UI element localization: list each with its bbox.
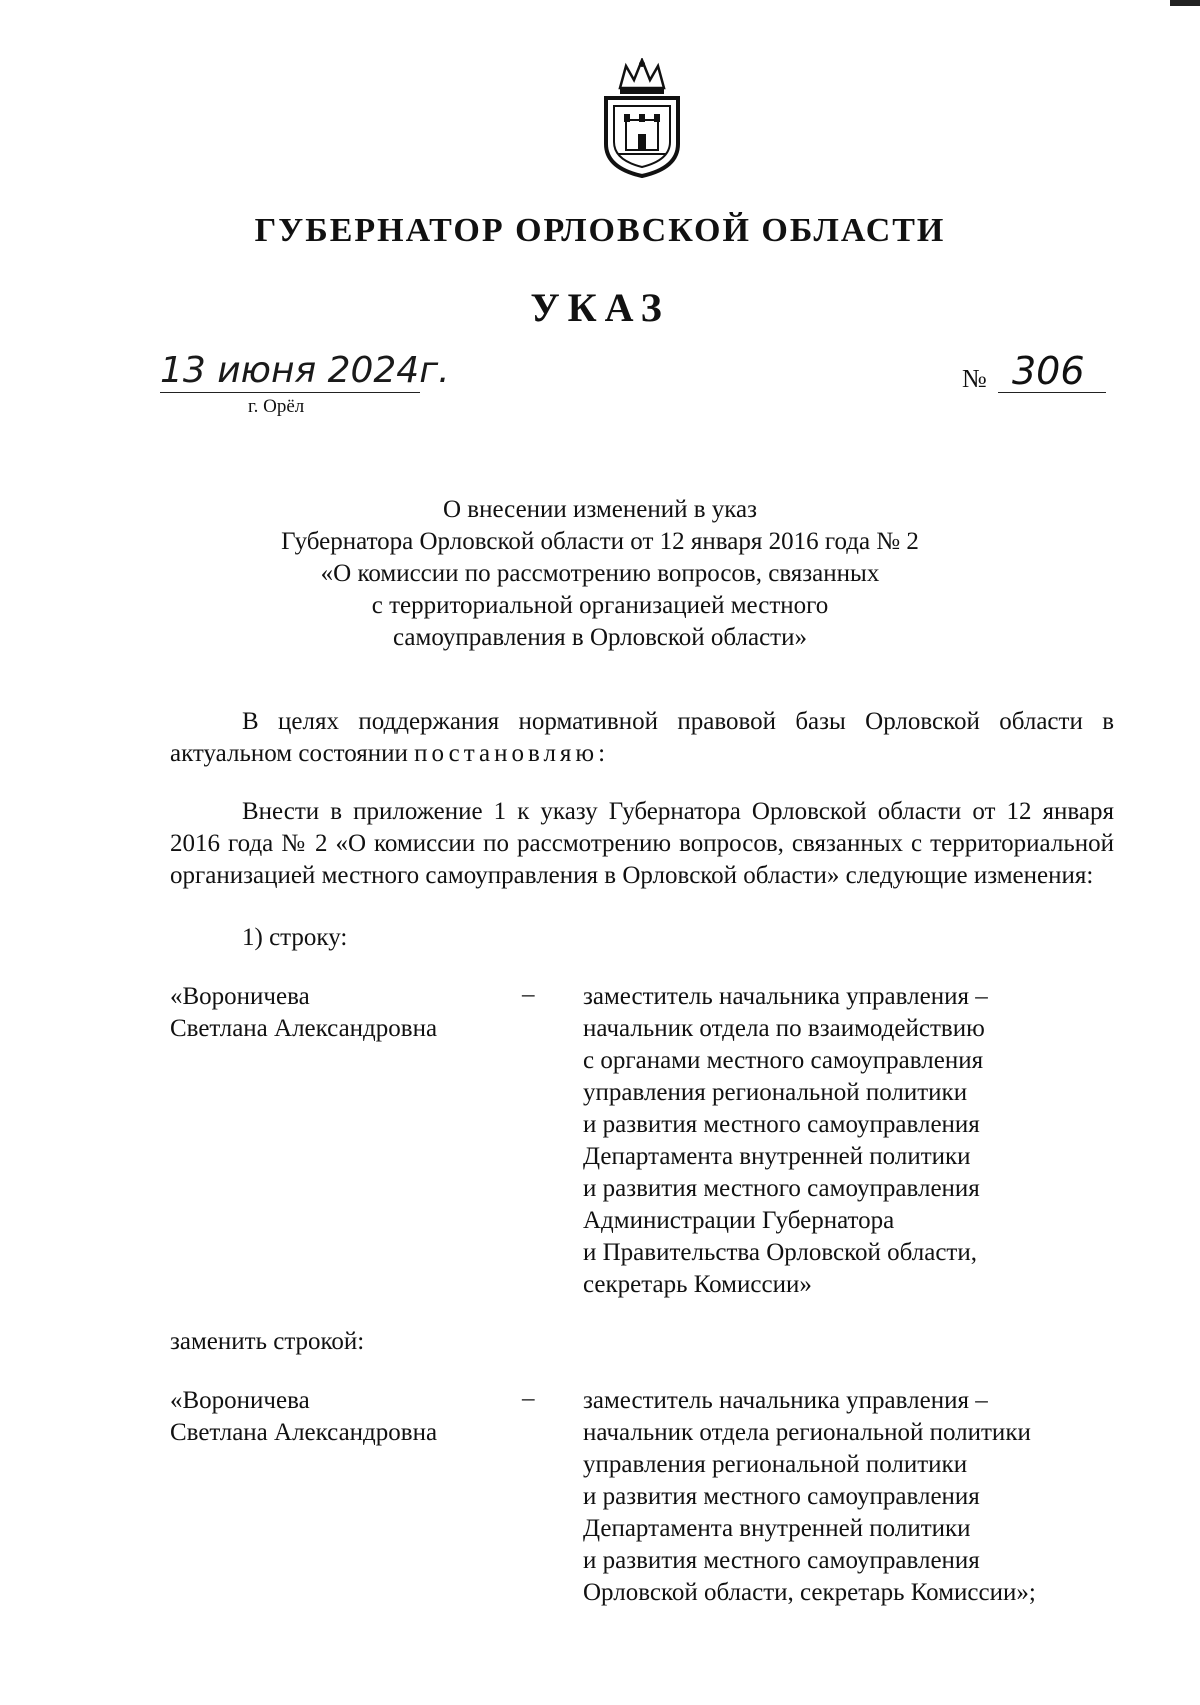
resolve-word: постановляю: — [414, 740, 610, 767]
old-entry-dash: – — [522, 981, 535, 1008]
name-line: Светлана Александровна — [170, 1419, 438, 1446]
handwritten-date: 13 июня 2024г. — [160, 350, 450, 391]
role-line: и развития местного самоуправления — [583, 1175, 980, 1202]
role-line: и Правительства Орловской области, — [583, 1239, 977, 1266]
role-line: Администрации Губернатора — [583, 1207, 895, 1234]
coat-of-arms-icon — [598, 58, 686, 178]
subject-line: с территориальной организацией местного — [371, 592, 829, 619]
intro-paragraph — [170, 796, 1114, 892]
role-line: управления региональной политики — [583, 1079, 968, 1106]
new-entry-name — [170, 1385, 460, 1449]
role-line: и развития местного самоуправления — [583, 1547, 980, 1574]
replace-with-label: заменить строкой: — [170, 1328, 365, 1355]
role-line: Департамента внутренней политики — [583, 1143, 971, 1170]
role-line: заместитель начальника управления – — [583, 983, 988, 1010]
name-line: Светлана Александровна — [170, 1015, 438, 1042]
name-line: «Вороничева — [170, 983, 310, 1010]
new-entry-role — [583, 1385, 1123, 1609]
old-entry-name — [170, 981, 460, 1045]
new-entry-dash: – — [522, 1385, 535, 1412]
number-label: № — [962, 364, 987, 393]
role-line: и развития местного самоуправления — [583, 1483, 980, 1510]
preamble-paragraph — [170, 706, 1114, 770]
subject-line: «О комиссии по рассмотрению вопросов, связанных — [320, 560, 880, 587]
role-line: начальник отдела по взаимодействию — [583, 1015, 985, 1042]
role-line: начальник отдела региональной политики — [583, 1419, 1031, 1446]
role-line: Департамента внутренней политики — [583, 1515, 971, 1542]
role-line: и развития местного самоуправления — [583, 1111, 980, 1138]
intro-text: Внести в приложение 1 к указу Губернатора Орловской области от 12 января 2016 года № 2 «О комиссии по рассмотрению вопросов, связанных с территориальной организацией местного самоуправления в Орловской области» следующие изменения: — [170, 798, 1114, 889]
role-line: управления региональной политики — [583, 1451, 968, 1478]
name-line: «Вороничева — [170, 1387, 310, 1414]
subject-line: Губернатора Орловской области от 12 января 2016 года № 2 — [281, 528, 919, 555]
role-line: секретарь Комиссии» — [583, 1271, 812, 1298]
old-entry-role — [583, 981, 1123, 1301]
handwritten-number: 306 — [998, 350, 1106, 393]
role-line: с органами местного самоуправления — [583, 1047, 984, 1074]
subject-line: О внесении изменений в указ — [442, 496, 758, 523]
scan-artifact — [1170, 0, 1200, 6]
item-1-label: 1) строку: — [242, 924, 348, 951]
decree-subject — [0, 494, 1200, 654]
role-line: Орловской области, секретарь Комиссии»; — [583, 1579, 1036, 1606]
org-title: ГУБЕРНАТОР ОРЛОВСКОЙ ОБЛАСТИ — [254, 212, 946, 249]
role-line: заместитель начальника управления – — [583, 1387, 988, 1414]
subject-line: самоуправления в Орловской области» — [393, 624, 807, 651]
city-label: г. Орёл — [248, 396, 305, 417]
document-type: УКАЗ — [530, 285, 670, 330]
preamble-text: В целях поддержания нормативной правовой базы Орловской области в актуальном состоянии — [170, 708, 1114, 767]
